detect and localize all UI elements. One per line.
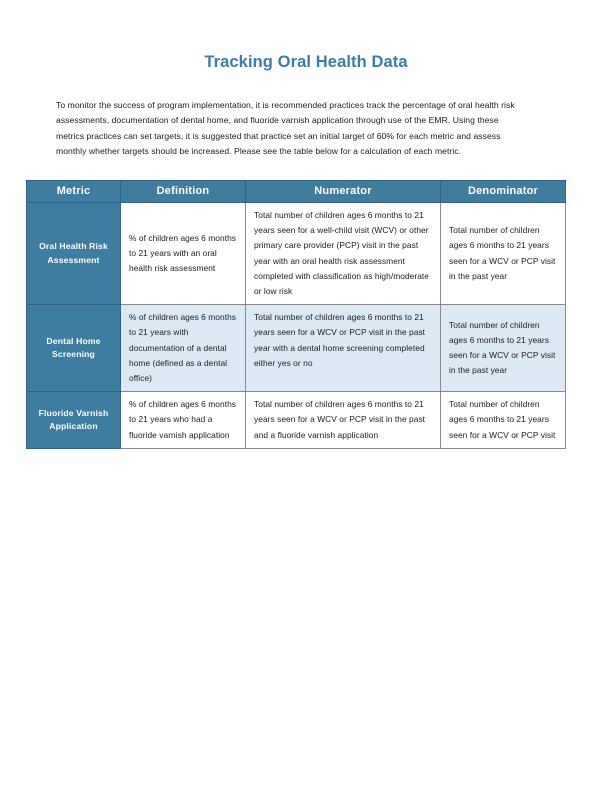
cell-denominator: Total number of children ages 6 months to 21 years seen for a WCV or PCP visit in the past year <box>441 203 566 305</box>
cell-numerator: Total number of children ages 6 months to 21 years seen for a WCV or PCP visit in the past and a fluoride varnish application <box>246 392 441 449</box>
intro-paragraph: To monitor the success of program implementation, it is recommended practices track the percentage of oral health risk assessments, documentation of dental home, and fluoride varnish application through use of the EMR. Using these metrics practices can set targets, it is suggested that practice set an initial target of 60% for each metric and assess monthly whether targets should be increased. Please see the table below for a calculation of each metric. <box>56 99 515 157</box>
cell-definition: % of children ages 6 months to 21 years with an oral health risk assessment <box>121 203 246 305</box>
table-header-row <box>27 181 566 203</box>
column-header-denominator: Denominator <box>441 181 566 203</box>
cell-definition: % of children ages 6 months to 21 years who had a fluoride varnish application <box>121 392 246 449</box>
cell-numerator: Total number of children ages 6 months to 21 years seen for a well-child visit (WCV) or other primary care provider (PCP) visit in the past year with an oral health risk assessment completed with classification as high/moderate or low risk <box>246 203 441 305</box>
cell-denominator: Total number of children ages 6 months to 21 years seen for a WCV or PCP visit <box>441 392 566 449</box>
cell-numerator: Total number of children ages 6 months to 21 years seen for a WCV or PCP visit in the past year with a dental home screening completed either yes or no <box>246 305 441 392</box>
column-header-metric: Metric <box>27 181 121 203</box>
cell-denominator: Total number of children ages 6 months to 21 years seen for a WCV or PCP visit in the past year <box>441 305 566 392</box>
page-title: Tracking Oral Health Data <box>204 53 408 71</box>
cell-metric: Dental Home Screening <box>27 305 121 392</box>
column-header-definition: Definition <box>121 181 246 203</box>
cell-metric: Oral Health Risk Assessment <box>27 203 121 305</box>
metrics-table <box>26 180 566 449</box>
table-row <box>27 392 566 449</box>
table-row <box>27 305 566 392</box>
cell-definition: % of children ages 6 months to 21 years with documentation of a dental home (defined as a dental office) <box>121 305 246 392</box>
column-header-numerator: Numerator <box>246 181 441 203</box>
table-row <box>27 203 566 305</box>
cell-metric: Fluoride Varnish Application <box>27 392 121 449</box>
